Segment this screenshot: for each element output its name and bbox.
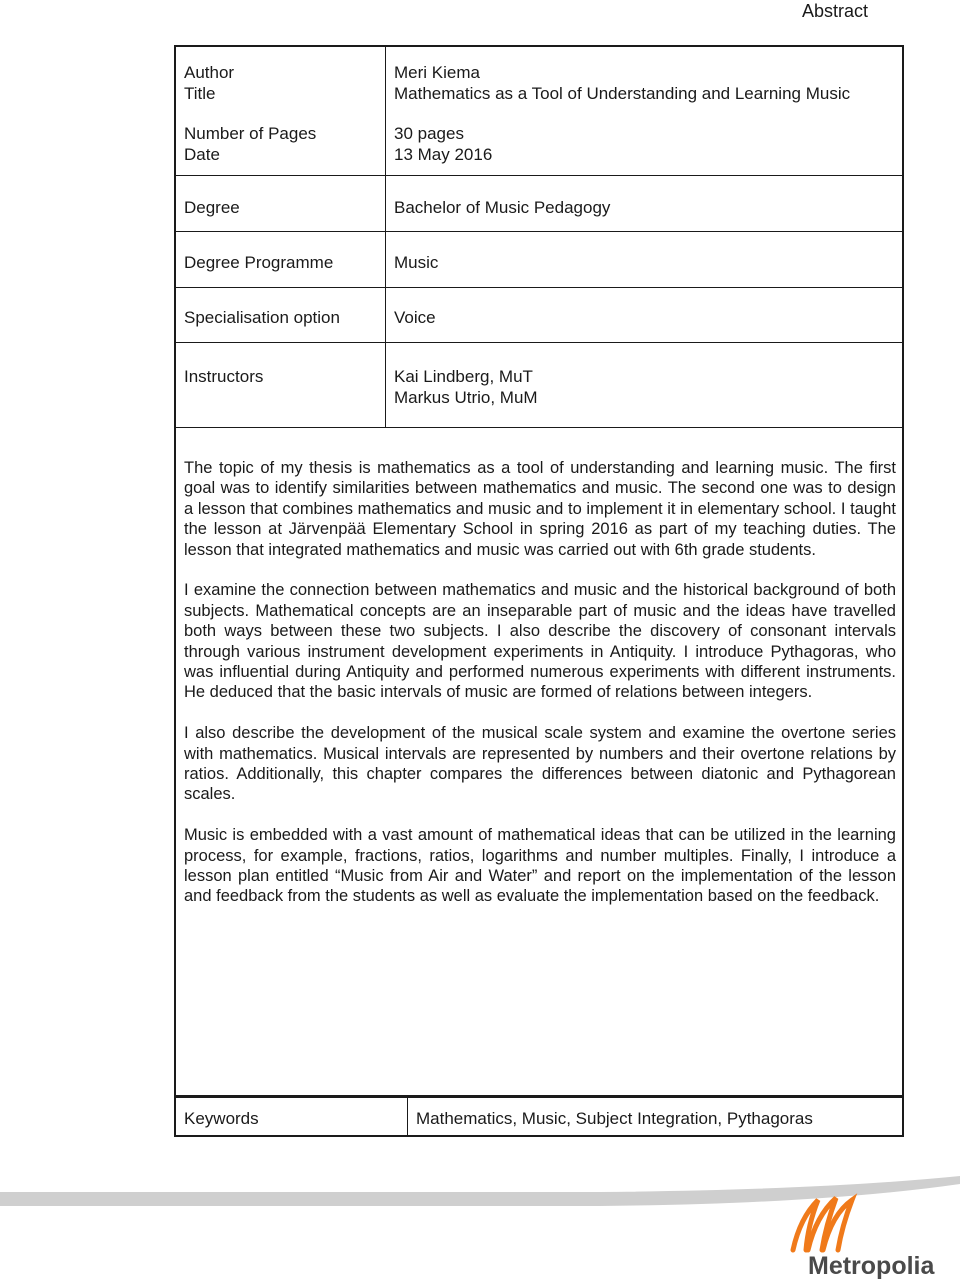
instructor-2: Markus Utrio, MuM: [394, 388, 538, 407]
row-instructors: [176, 343, 902, 428]
programme-value: Music: [394, 253, 439, 272]
title-label: Title: [184, 84, 216, 103]
abstract-body: [184, 458, 896, 927]
page-title: Abstract: [801, 1, 868, 21]
keywords-divider: [407, 1098, 408, 1135]
abstract-paragraph-2: I examine the connection between mathematics and music and the historical background of both subjects. Mathematical concepts are an inseparable part of music and the ideas have travelled both ways between these two subjects. I also describe the discovery of consonant intervals through various instrument development experiments in Antiquity. I introduce Pythagoras, who was influential during Antiquity and performed numerous experiments with different instruments. He deduced that the basic intervals of music are formed of relations between integers.: [184, 581, 896, 702]
specialisation-label: Specialisation option: [184, 308, 340, 327]
keywords-row: [174, 1096, 904, 1137]
programme-label: Degree Programme: [184, 253, 334, 272]
degree-value: Bachelor of Music Pedagogy: [394, 198, 611, 217]
keywords-label: Keywords: [184, 1109, 259, 1128]
keywords-value: Mathematics, Music, Subject Integration, Pythagoras: [416, 1109, 813, 1128]
pages-label: Number of Pages: [184, 124, 317, 143]
date-value: 13 May 2016: [394, 145, 493, 164]
logo-wordmark: Metropolia: [808, 1252, 935, 1280]
degree-label: Degree: [184, 198, 240, 217]
abstract-paragraph-1: The topic of my thesis is mathematics as a tool of understanding and learning music. The first goal was to identify similarities between mathematics and music. The second one was to design a lesson that combines mathematics and music and to implement it in elementary school. I taught the lesson at Järvenpää Elementary School in spring 2016 as part of my teaching duties. The lesson that integrated mathematics and music was carried out with 6th grade students.: [184, 459, 896, 559]
metropolia-logo-icon: [793, 1198, 852, 1250]
date-label: Date: [184, 145, 220, 164]
author-label: Author: [184, 63, 235, 82]
pages-value: 30 pages: [394, 124, 464, 143]
title-value: Mathematics as a Tool of Understanding and Learning Music: [394, 84, 851, 103]
instructors-label: Instructors: [184, 367, 264, 386]
abstract-paragraph-4: Music is embedded with a vast amount of mathematical ideas that can be utilized in the learning process, for example, fractions, ratios, logarithms and number multiples. Finally, I introduce a lesson plan entitled “Music from Air and Water” and report on the implementation of the lesson and feedback from the students as well as evaluate the implementation based on the feedback.: [184, 826, 896, 906]
abstract-table: [174, 45, 904, 1097]
row-author-title: [176, 47, 902, 176]
specialisation-value: Voice: [394, 308, 436, 327]
abstract-paragraph-3: I also describe the development of the musical scale system and examine the overtone series with mathematics. Musical intervals are represented by numbers and their overtone relations by ratios. Additionally, this chapter compares the differences between diatonic and Pythagorean scales.: [184, 724, 896, 804]
instructor-1: Kai Lindberg, MuT: [394, 367, 533, 386]
author-value: Meri Kiema: [394, 63, 480, 82]
